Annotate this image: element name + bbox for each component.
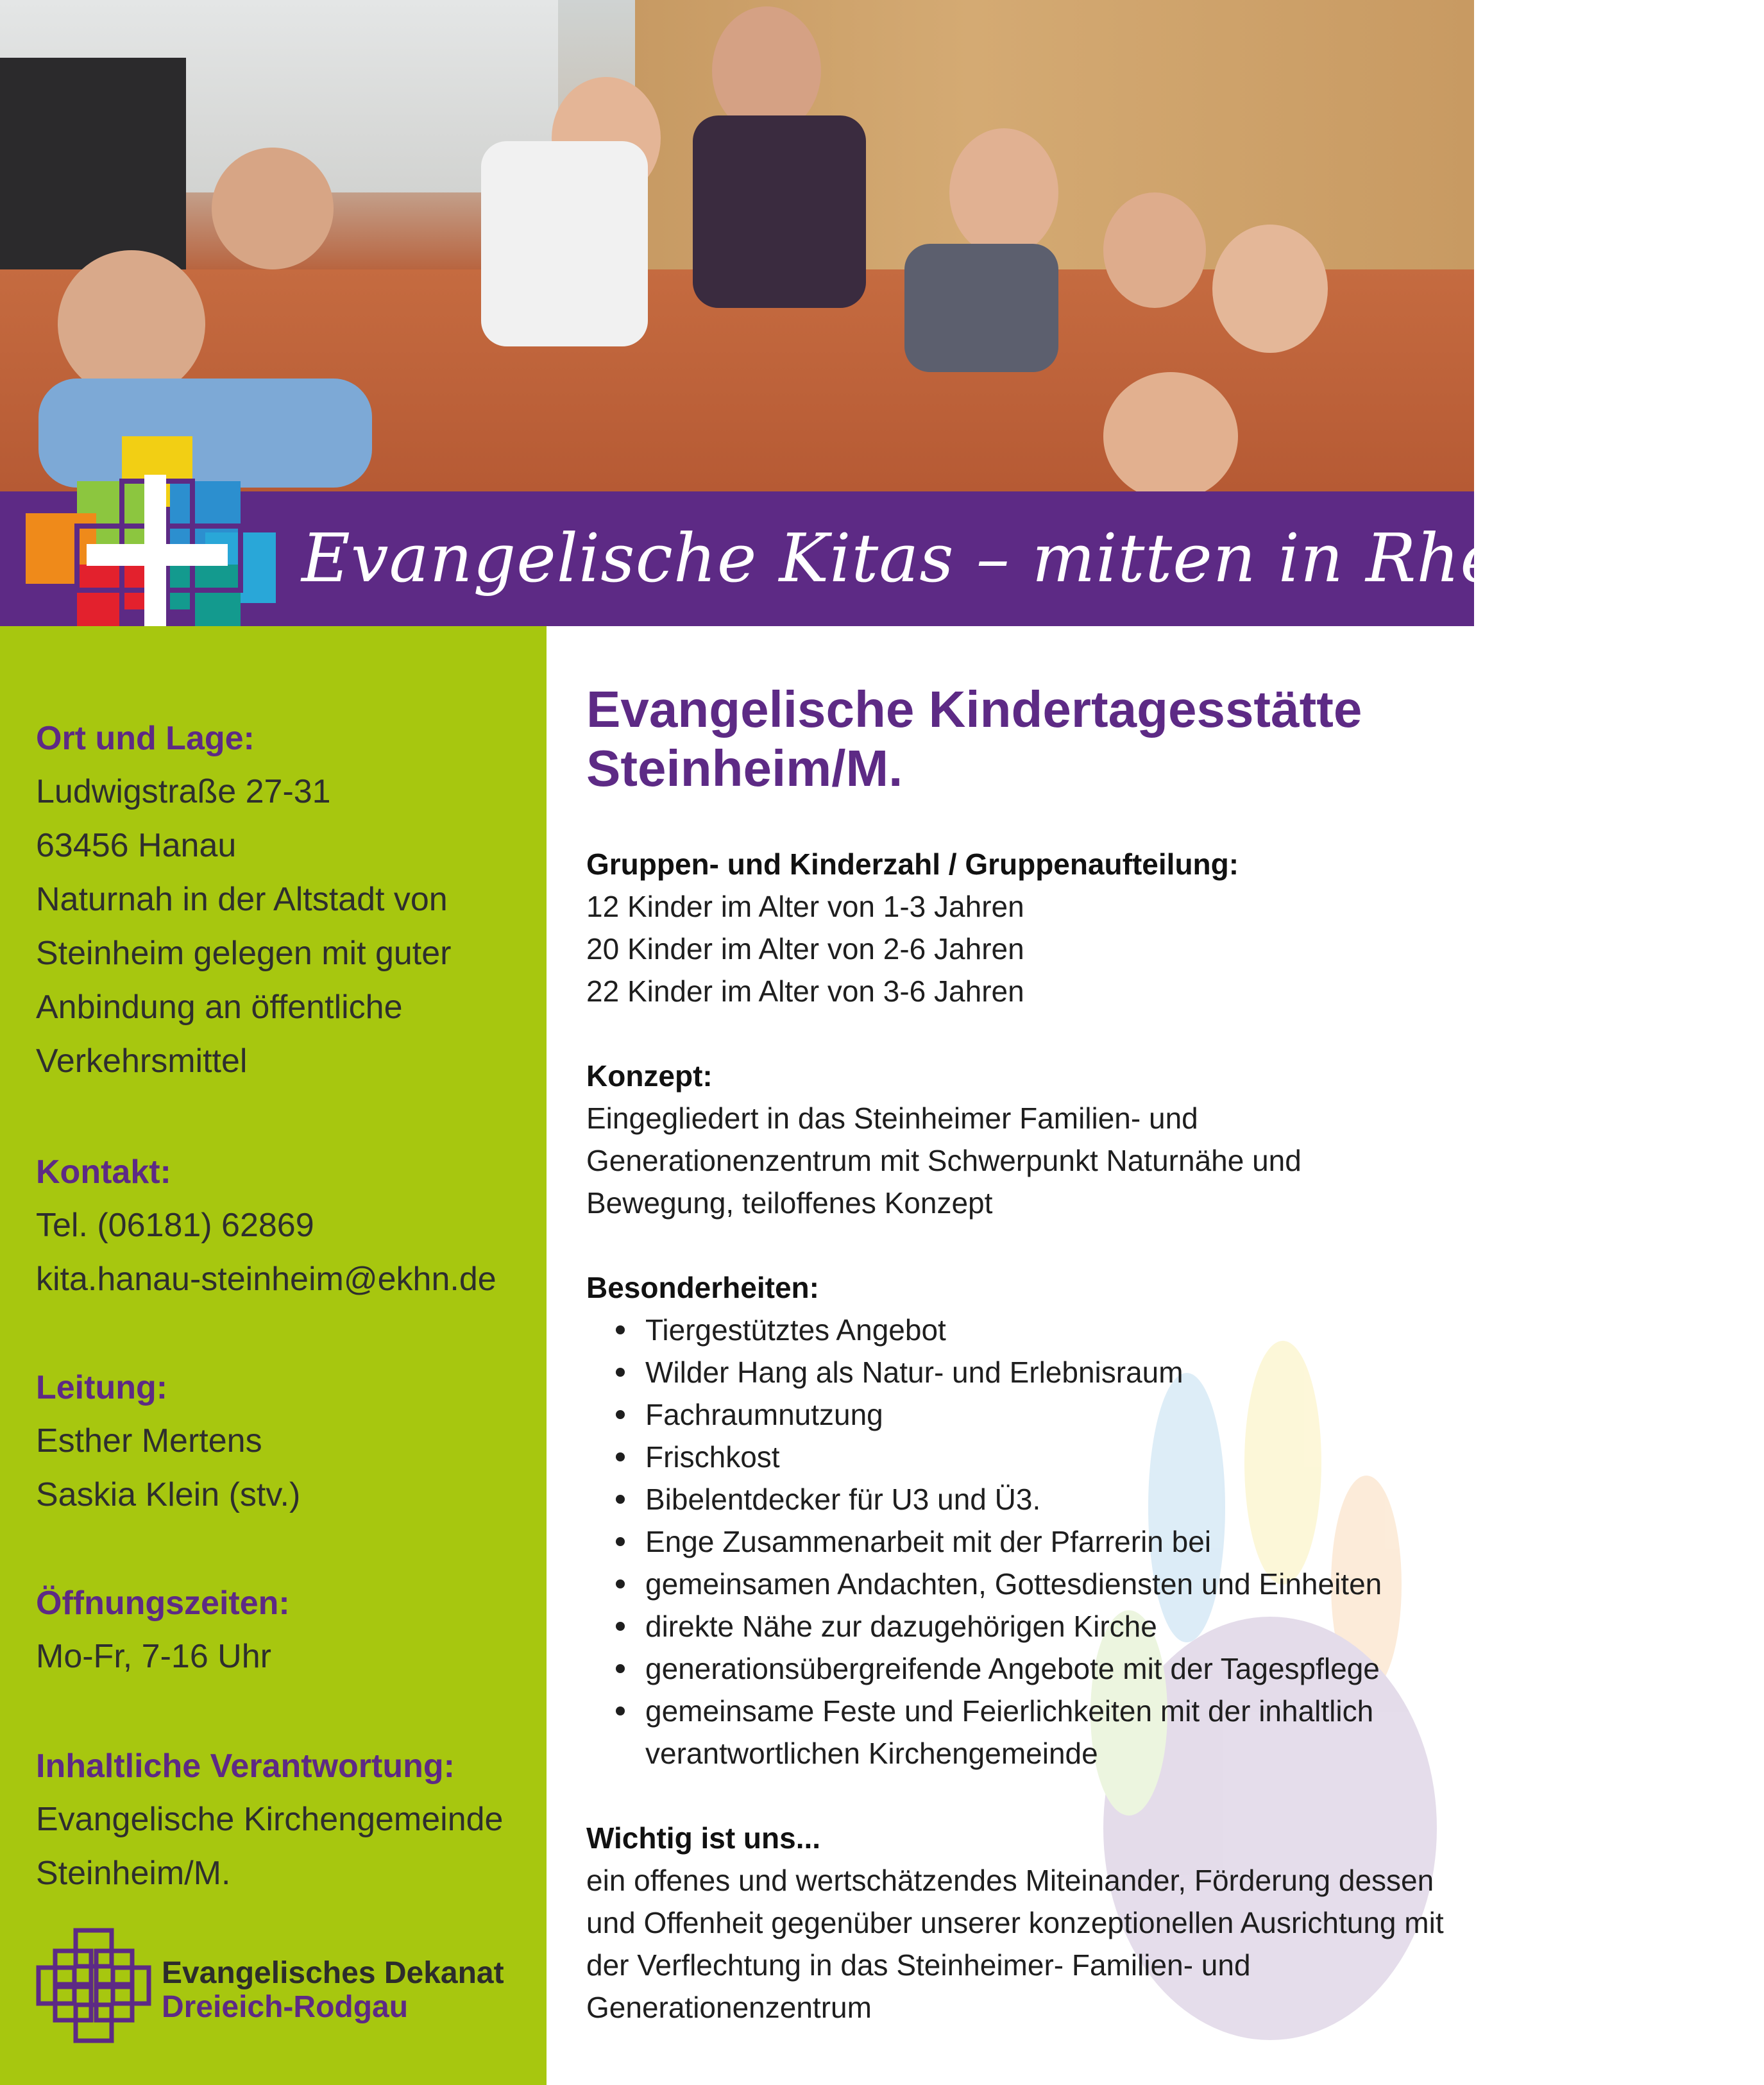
concept-section xyxy=(586,1055,1446,1224)
list-item: Enge Zusammenarbeit mit der Pfarrerin bei xyxy=(645,1520,1446,1563)
responsibility-text: Evangelische Kirchengemeinde Steinheim/M. xyxy=(36,1801,504,1892)
location-heading: Ort und Lage: xyxy=(36,720,255,757)
groups-text: 12 Kinder im Alter von 1-3 Jahren 20 Kinder im Alter von 2-6 Jahren 22 Kinder im Alter von 3-6 Jahren xyxy=(586,890,1024,1008)
list-item: gemeinsame Feste und Feierlichkeiten mit der inhaltlich verantwortlichen Kirchengemeinde xyxy=(645,1690,1446,1774)
list-item: Fachraumnutzung xyxy=(645,1393,1446,1436)
important-section xyxy=(586,1817,1446,2029)
dekanat-cross-icon xyxy=(36,1928,151,2043)
photo-child xyxy=(1212,225,1328,353)
responsibility-heading: Inhaltliche Verantwortung: xyxy=(36,1748,455,1785)
features-heading: Besonderheiten: xyxy=(586,1271,819,1304)
dekanat-name: Evangelisches Dekanat xyxy=(162,1956,504,1990)
leitung-section xyxy=(36,1361,536,1522)
list-item: Bibelentdecker für U3 und Ü3. xyxy=(645,1478,1446,1520)
concept-text: Eingegliedert in das Steinheimer Familien- und Generationenzentrum mit Schwerpunkt Naturnähe und Bewegung, teiloffenes Konzept xyxy=(586,1102,1302,1220)
main-content xyxy=(586,680,1446,2071)
hours-text: Mo-Fr, 7-16 Uhr xyxy=(36,1638,271,1675)
page-title: Evangelische Kindertagesstätte Steinheim/M. xyxy=(586,681,1362,797)
leitung-heading: Leitung: xyxy=(36,1369,168,1406)
responsibility-section xyxy=(36,1740,536,1900)
groups-section xyxy=(586,843,1446,1012)
photo-child xyxy=(58,250,205,398)
location-section xyxy=(36,712,536,1088)
dekanat-region: Dreieich-Rodgau xyxy=(162,1990,409,2024)
contact-phone[interactable]: Tel. (06181) 62869 xyxy=(36,1207,314,1244)
list-item: generationsübergreifende Angebote mit der Tagespflege xyxy=(645,1647,1446,1690)
contact-heading: Kontakt: xyxy=(36,1153,171,1191)
important-text: ein offenes und wertschätzendes Miteinander, Förderung dessen und Offenheit gegenüber unserer konzeptionellen Ausrichtung mit der Verflechtung in das Steinheimer- Familien- und Generationenzentrum xyxy=(586,1864,1444,2024)
list-item: gemeinsamen Andachten, Gottesdiensten und Einheiten xyxy=(645,1563,1446,1605)
photo-child-shirt xyxy=(481,141,648,346)
header-photo xyxy=(0,0,1474,491)
photo-child xyxy=(212,148,334,269)
location-text: Ludwigstraße 27-31 63456 Hanau Naturnah in der Altstadt von Steinheim gelegen mit guter Anbindung an öffentliche Verkehrsmittel xyxy=(36,773,452,1080)
slogan-text: Evangelische Kitas – mitten in Rhein-Main xyxy=(301,519,1764,597)
list-item: Frischkost xyxy=(645,1436,1446,1478)
photo-child xyxy=(1103,372,1238,500)
list-item: direkte Nähe zur dazugehörigen Kirche xyxy=(645,1605,1446,1647)
groups-heading: Gruppen- und Kinderzahl / Gruppenaufteilung: xyxy=(586,847,1239,881)
features-section xyxy=(586,1266,1446,1774)
features-list xyxy=(586,1309,1446,1774)
photo-adult-shirt xyxy=(693,115,866,308)
important-heading: Wichtig ist uns... xyxy=(586,1821,821,1855)
photo-child xyxy=(949,128,1058,257)
list-item: Wilder Hang als Natur- und Erlebnisraum xyxy=(645,1351,1446,1393)
photo-child-shirt xyxy=(904,244,1058,372)
contact-email[interactable]: kita.hanau-steinheim@ekhn.de xyxy=(36,1261,496,1298)
list-item: Tiergestütztes Angebot xyxy=(645,1309,1446,1351)
hours-heading: Öffnungszeiten: xyxy=(36,1585,290,1622)
hours-section xyxy=(36,1577,536,1683)
concept-heading: Konzept: xyxy=(586,1059,713,1093)
leitung-text: Esther Mertens Saskia Klein (stv.) xyxy=(36,1422,301,1513)
dekanat-logo xyxy=(36,1928,536,2030)
contact-section xyxy=(36,1146,536,1306)
photo-child xyxy=(1103,192,1206,308)
